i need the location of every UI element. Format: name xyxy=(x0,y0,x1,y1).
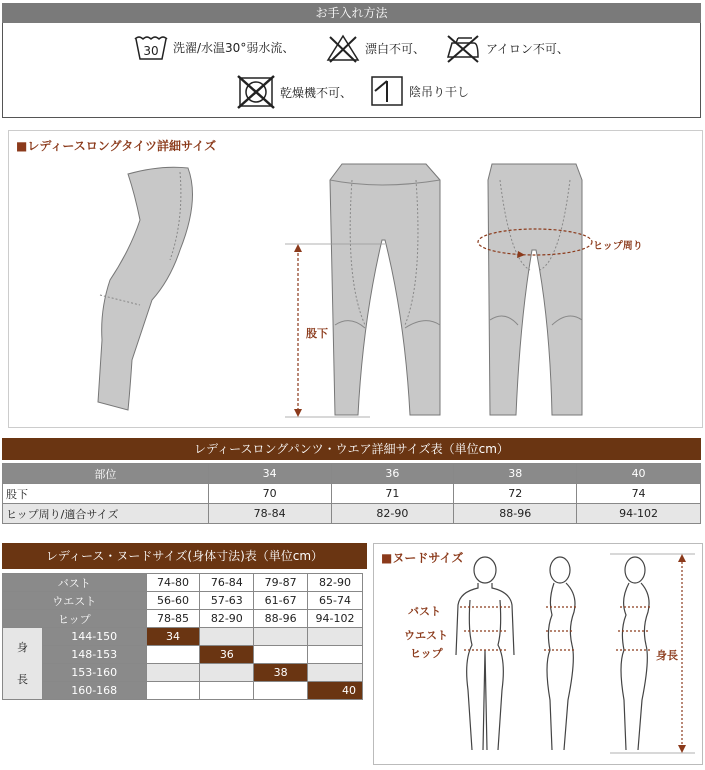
svg-text:30: 30 xyxy=(143,44,159,58)
table-cell: 74-80 xyxy=(146,574,200,592)
height-label: 身 長 xyxy=(3,628,43,700)
row-label: バスト xyxy=(3,574,147,592)
table-cell: 94-102 xyxy=(308,610,363,628)
pants-size-table xyxy=(2,463,701,524)
table-cell: 78-84 xyxy=(208,504,331,524)
table-cell: 61-67 xyxy=(254,592,308,610)
size-cell: 40 xyxy=(308,682,363,700)
care-wash xyxy=(133,33,294,61)
care-dryer-label: 乾燥機不可、 xyxy=(280,85,353,100)
care-hang xyxy=(369,75,469,107)
inseam-label: 股下 xyxy=(306,327,328,340)
header-cell: 部位 xyxy=(3,464,209,484)
table-cell xyxy=(308,628,363,646)
header-cell: 36 xyxy=(331,464,454,484)
table-cell: 82-90 xyxy=(331,504,454,524)
table-row xyxy=(3,682,363,700)
table-cell xyxy=(254,628,308,646)
size-cell: 38 xyxy=(254,664,308,682)
table-cell xyxy=(308,646,363,664)
hang-dry-icon xyxy=(369,75,405,107)
table-cell xyxy=(254,646,308,664)
table-cell xyxy=(254,682,308,700)
row-label: ヒップ xyxy=(3,610,147,628)
table-header-row xyxy=(3,464,701,484)
no-bleach-icon xyxy=(325,33,361,63)
table-cell: 56-60 xyxy=(146,592,200,610)
table-cell xyxy=(146,682,200,700)
care-wash-label: 洗濯/水温30°弱水流、 xyxy=(173,40,295,55)
size-cell: 36 xyxy=(200,646,254,664)
header-cell: 38 xyxy=(454,464,577,484)
care-bleach xyxy=(325,33,425,63)
table-row xyxy=(3,504,701,524)
table-row xyxy=(3,610,363,628)
table-cell xyxy=(146,664,200,682)
table-row xyxy=(3,628,363,646)
row-label: ヒップ周り/適合サイズ xyxy=(3,504,209,524)
table-row xyxy=(3,574,363,592)
size-cell: 34 xyxy=(146,628,200,646)
table-cell: 79-87 xyxy=(254,574,308,592)
hip-circumference-label: ヒップ周り xyxy=(593,241,643,252)
table-cell xyxy=(200,628,254,646)
header-cell: 40 xyxy=(577,464,701,484)
nude-size-table xyxy=(2,573,363,700)
table-cell: 82-90 xyxy=(200,610,254,628)
table-cell xyxy=(308,664,363,682)
table-row xyxy=(3,646,363,664)
no-iron-icon xyxy=(444,33,482,63)
no-tumble-dry-icon xyxy=(236,75,276,109)
table-row xyxy=(3,484,701,504)
table-cell: 88-96 xyxy=(454,504,577,524)
table-cell: 74 xyxy=(577,484,701,504)
tights-title: ■レディースロングタイツ詳細サイズ xyxy=(16,139,217,153)
height-range: 160-168 xyxy=(42,682,146,700)
care-dryer xyxy=(236,75,352,109)
bust-label: バスト xyxy=(408,605,441,618)
table-row xyxy=(3,664,363,682)
table-row xyxy=(3,592,363,610)
tights-illustration xyxy=(80,160,700,425)
table-cell: 57-63 xyxy=(200,592,254,610)
table-cell xyxy=(200,664,254,682)
care-header: お手入れ方法 xyxy=(2,3,701,23)
hip-label: ヒップ xyxy=(410,647,443,660)
table-cell xyxy=(200,682,254,700)
table-cell: 88-96 xyxy=(254,610,308,628)
row-label: 股下 xyxy=(3,484,209,504)
table-cell: 94-102 xyxy=(577,504,701,524)
care-iron-label: アイロン不可、 xyxy=(486,41,569,56)
wash-tub-icon xyxy=(133,33,169,61)
table-cell: 71 xyxy=(331,484,454,504)
care-bleach-label: 漂白不可、 xyxy=(365,41,426,56)
height-figure-label: 身長 xyxy=(656,649,678,662)
height-range: 144-150 xyxy=(42,628,146,646)
care-iron xyxy=(444,33,569,63)
table-cell xyxy=(146,646,200,664)
nude-size-title: レディース・ヌードサイズ(身体寸法)表（単位cm） xyxy=(2,543,367,569)
header-cell: 34 xyxy=(208,464,331,484)
care-hang-label: 陰吊り干し xyxy=(409,84,470,99)
row-label: ウエスト xyxy=(3,592,147,610)
height-range: 153-160 xyxy=(42,664,146,682)
table-cell: 72 xyxy=(454,484,577,504)
table-cell: 65-74 xyxy=(308,592,363,610)
height-range: 148-153 xyxy=(42,646,146,664)
nude-size-figure-title: ■ヌードサイズ xyxy=(381,551,464,565)
table-cell: 82-90 xyxy=(308,574,363,592)
table-cell: 78-85 xyxy=(146,610,200,628)
pants-size-title: レディースロングパンツ・ウエア詳細サイズ表（単位cm） xyxy=(2,438,701,460)
table-cell: 76-84 xyxy=(200,574,254,592)
table-cell: 70 xyxy=(208,484,331,504)
waist-label: ウエスト xyxy=(404,629,448,642)
